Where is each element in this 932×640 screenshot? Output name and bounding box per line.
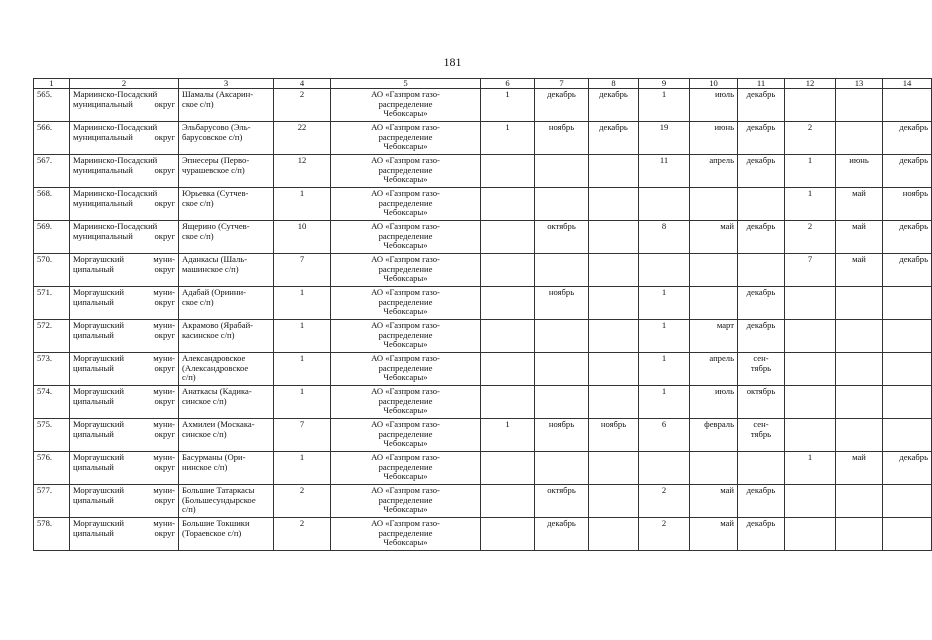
table-row (34, 188, 932, 221)
col11-cell: сен- тябрь (738, 419, 785, 452)
col14-cell: декабрь (883, 155, 932, 188)
col6-cell (481, 353, 535, 386)
col13-cell (836, 485, 883, 518)
col8-cell (589, 452, 639, 485)
count-cell: 22 (274, 122, 331, 155)
col10-cell: март (690, 320, 738, 353)
col8-cell (589, 320, 639, 353)
col10-cell: июль (690, 89, 738, 122)
col6-cell (481, 452, 535, 485)
count-cell: 12 (274, 155, 331, 188)
count-cell: 1 (274, 386, 331, 419)
col14-cell (883, 386, 932, 419)
header-cell-4: 4 (274, 79, 331, 89)
col9-cell: 2 (639, 518, 690, 551)
village-cell: Юрьевка (Сутчев- ское с/п) (179, 188, 274, 221)
col11-cell: декабрь (738, 122, 785, 155)
col12-cell: 2 (785, 122, 836, 155)
col13-cell: май (836, 221, 883, 254)
header-cell-9: 9 (639, 79, 690, 89)
col11-cell (738, 254, 785, 287)
col13-cell (836, 89, 883, 122)
org-cell: АО «Газпром газо- распределение Чебоксары» (331, 320, 481, 353)
col10-cell (690, 452, 738, 485)
col8-cell (589, 287, 639, 320)
header-cell-2: 2 (70, 79, 179, 89)
col7-cell: октябрь (535, 485, 589, 518)
col10-cell (690, 254, 738, 287)
col8-cell: декабрь (589, 89, 639, 122)
col7-cell (535, 386, 589, 419)
table-row (34, 221, 932, 254)
data-table (33, 78, 932, 551)
okrug-cell: Моргаушский муни- ципальный округ (70, 353, 179, 386)
col8-cell (589, 188, 639, 221)
col14-cell (883, 419, 932, 452)
row-number: 571. (34, 287, 70, 320)
col13-cell: июнь (836, 155, 883, 188)
col8-cell (589, 221, 639, 254)
col9-cell (639, 254, 690, 287)
okrug-cell: Моргаушский муни- ципальный округ (70, 287, 179, 320)
row-number: 578. (34, 518, 70, 551)
village-cell: Большие Татаркасы (Большесундырское с/п) (179, 485, 274, 518)
col13-cell (836, 386, 883, 419)
col14-cell (883, 89, 932, 122)
col8-cell (589, 254, 639, 287)
header-cell-6: 6 (481, 79, 535, 89)
col13-cell: май (836, 452, 883, 485)
row-number: 572. (34, 320, 70, 353)
col11-cell: декабрь (738, 485, 785, 518)
village-cell: Большие Токшики (Тораевское с/п) (179, 518, 274, 551)
village-cell: Шамалы (Аксарин- ское с/п) (179, 89, 274, 122)
page-number: 181 (443, 55, 462, 69)
col12-cell (785, 353, 836, 386)
org-cell: АО «Газпром газо- распределение Чебоксары» (331, 122, 481, 155)
header-cell-5: 5 (331, 79, 481, 89)
col8-cell: декабрь (589, 122, 639, 155)
col13-cell (836, 287, 883, 320)
okrug-cell: Моргаушский муни- ципальный округ (70, 452, 179, 485)
col12-cell: 2 (785, 221, 836, 254)
col9-cell: 1 (639, 287, 690, 320)
col12-cell: 1 (785, 452, 836, 485)
col6-cell (481, 320, 535, 353)
col10-cell: май (690, 221, 738, 254)
col14-cell (883, 353, 932, 386)
col6-cell: 1 (481, 122, 535, 155)
col9-cell: 1 (639, 89, 690, 122)
col11-cell: октябрь (738, 386, 785, 419)
count-cell: 7 (274, 419, 331, 452)
header-cell-3: 3 (179, 79, 274, 89)
col7-cell (535, 155, 589, 188)
org-cell: АО «Газпром газо- распределение Чебоксары» (331, 353, 481, 386)
col9-cell: 11 (639, 155, 690, 188)
col14-cell: декабрь (883, 221, 932, 254)
col8-cell: ноябрь (589, 419, 639, 452)
village-cell: Анаткасы (Кадика- синское с/п) (179, 386, 274, 419)
col8-cell (589, 155, 639, 188)
col11-cell: декабрь (738, 287, 785, 320)
col10-cell: июль (690, 386, 738, 419)
col13-cell (836, 122, 883, 155)
village-cell: Акрамово (Ярабай- касинское с/п) (179, 320, 274, 353)
col6-cell: 1 (481, 89, 535, 122)
row-number: 565. (34, 89, 70, 122)
col12-cell (785, 518, 836, 551)
col6-cell (481, 188, 535, 221)
village-cell: Эльбарусово (Эль- барусовское с/п) (179, 122, 274, 155)
table-row (34, 452, 932, 485)
row-number: 567. (34, 155, 70, 188)
col12-cell: 7 (785, 254, 836, 287)
row-number: 568. (34, 188, 70, 221)
table-row (34, 518, 932, 551)
row-number: 569. (34, 221, 70, 254)
okrug-cell: Мариинско-Посадский муниципальный округ (70, 155, 179, 188)
okrug-cell: Моргаушский муни- ципальный округ (70, 518, 179, 551)
row-number: 566. (34, 122, 70, 155)
village-cell: Адабай (Оринни- ское с/п) (179, 287, 274, 320)
col9-cell: 6 (639, 419, 690, 452)
org-cell: АО «Газпром газо- распределение Чебоксары» (331, 485, 481, 518)
org-cell: АО «Газпром газо- распределение Чебоксары» (331, 452, 481, 485)
org-cell: АО «Газпром газо- распределение Чебоксары» (331, 254, 481, 287)
okrug-cell: Моргаушский муни- ципальный округ (70, 386, 179, 419)
count-cell: 7 (274, 254, 331, 287)
col14-cell (883, 287, 932, 320)
col7-cell: декабрь (535, 518, 589, 551)
count-cell: 1 (274, 452, 331, 485)
col6-cell (481, 155, 535, 188)
village-cell: Басурманы (Ори- нинское с/п) (179, 452, 274, 485)
col12-cell (785, 485, 836, 518)
col13-cell: май (836, 188, 883, 221)
village-cell: Ящерино (Сутчев- ское с/п) (179, 221, 274, 254)
col6-cell (481, 254, 535, 287)
table-row (34, 485, 932, 518)
row-number: 573. (34, 353, 70, 386)
col12-cell (785, 419, 836, 452)
col11-cell: декабрь (738, 221, 785, 254)
count-cell: 1 (274, 353, 331, 386)
table-row (34, 386, 932, 419)
col7-cell (535, 320, 589, 353)
col13-cell (836, 320, 883, 353)
col11-cell: декабрь (738, 89, 785, 122)
village-cell: Ахмилеи (Москака- синское с/п) (179, 419, 274, 452)
col9-cell: 8 (639, 221, 690, 254)
col9-cell (639, 188, 690, 221)
col10-cell (690, 188, 738, 221)
header-cell-7: 7 (535, 79, 589, 89)
table-row (34, 320, 932, 353)
okrug-cell: Моргаушский муни- ципальный округ (70, 320, 179, 353)
col6-cell: 1 (481, 419, 535, 452)
col12-cell (785, 287, 836, 320)
table-row (34, 419, 932, 452)
table-row (34, 89, 932, 122)
col11-cell (738, 452, 785, 485)
col7-cell: ноябрь (535, 419, 589, 452)
col14-cell: декабрь (883, 254, 932, 287)
village-cell: Эпнесеры (Перво- чурашевское с/п) (179, 155, 274, 188)
okrug-cell: Мариинско-Посадский муниципальный округ (70, 122, 179, 155)
col9-cell: 1 (639, 386, 690, 419)
col14-cell (883, 485, 932, 518)
okrug-cell: Мариинско-Посадский муниципальный округ (70, 221, 179, 254)
col9-cell: 19 (639, 122, 690, 155)
col9-cell (639, 452, 690, 485)
col13-cell (836, 419, 883, 452)
org-cell: АО «Газпром газо- распределение Чебоксары» (331, 188, 481, 221)
count-cell: 1 (274, 320, 331, 353)
col11-cell (738, 188, 785, 221)
col10-cell: апрель (690, 155, 738, 188)
col8-cell (589, 353, 639, 386)
count-cell: 2 (274, 518, 331, 551)
col6-cell (481, 221, 535, 254)
count-cell: 1 (274, 287, 331, 320)
okrug-cell: Мариинско-Посадский муниципальный округ (70, 188, 179, 221)
col9-cell: 1 (639, 320, 690, 353)
col7-cell (535, 452, 589, 485)
col12-cell (785, 386, 836, 419)
count-cell: 1 (274, 188, 331, 221)
col7-cell (535, 188, 589, 221)
col11-cell: сен- тябрь (738, 353, 785, 386)
okrug-cell: Мариинско-Посадский муниципальный округ (70, 89, 179, 122)
header-cell-8: 8 (589, 79, 639, 89)
org-cell: АО «Газпром газо- распределение Чебоксары» (331, 89, 481, 122)
village-cell: Александровское (Александровское с/п) (179, 353, 274, 386)
col10-cell: май (690, 518, 738, 551)
org-cell: АО «Газпром газо- распределение Чебоксары» (331, 287, 481, 320)
col6-cell (481, 287, 535, 320)
row-number: 577. (34, 485, 70, 518)
table-row (34, 254, 932, 287)
col14-cell: декабрь (883, 452, 932, 485)
col14-cell (883, 320, 932, 353)
col7-cell (535, 254, 589, 287)
count-cell: 2 (274, 485, 331, 518)
col12-cell (785, 89, 836, 122)
row-number: 575. (34, 419, 70, 452)
table-row (34, 122, 932, 155)
col12-cell: 1 (785, 188, 836, 221)
col13-cell: май (836, 254, 883, 287)
col11-cell: декабрь (738, 518, 785, 551)
org-cell: АО «Газпром газо- распределение Чебоксары» (331, 386, 481, 419)
col8-cell (589, 518, 639, 551)
org-cell: АО «Газпром газо- распределение Чебоксары» (331, 419, 481, 452)
col14-cell: декабрь (883, 122, 932, 155)
header-cell-12: 12 (785, 79, 836, 89)
col7-cell (535, 353, 589, 386)
col6-cell (481, 518, 535, 551)
table-row (34, 287, 932, 320)
okrug-cell: Моргаушский муни- ципальный округ (70, 485, 179, 518)
col14-cell: ноябрь (883, 188, 932, 221)
org-cell: АО «Газпром газо- распределение Чебоксары» (331, 518, 481, 551)
col14-cell (883, 518, 932, 551)
table-row (34, 155, 932, 188)
header-cell-1: 1 (34, 79, 70, 89)
okrug-cell: Моргаушский муни- ципальный округ (70, 419, 179, 452)
col13-cell (836, 518, 883, 551)
col10-cell (690, 287, 738, 320)
row-number: 576. (34, 452, 70, 485)
count-cell: 10 (274, 221, 331, 254)
header-cell-10: 10 (690, 79, 738, 89)
col10-cell: февраль (690, 419, 738, 452)
village-cell: Аданкасы (Шаль- машинское с/п) (179, 254, 274, 287)
col7-cell: декабрь (535, 89, 589, 122)
col7-cell: ноябрь (535, 122, 589, 155)
col6-cell (481, 485, 535, 518)
row-number: 574. (34, 386, 70, 419)
count-cell: 2 (274, 89, 331, 122)
col8-cell (589, 386, 639, 419)
col6-cell (481, 386, 535, 419)
col12-cell (785, 320, 836, 353)
table-row (34, 353, 932, 386)
col7-cell: октябрь (535, 221, 589, 254)
okrug-cell: Моргаушский муни- ципальный округ (70, 254, 179, 287)
col10-cell: май (690, 485, 738, 518)
col8-cell (589, 485, 639, 518)
header-row (34, 79, 932, 89)
col10-cell: апрель (690, 353, 738, 386)
col10-cell: июнь (690, 122, 738, 155)
col13-cell (836, 353, 883, 386)
col9-cell: 2 (639, 485, 690, 518)
org-cell: АО «Газпром газо- распределение Чебоксары» (331, 221, 481, 254)
org-cell: АО «Газпром газо- распределение Чебоксары» (331, 155, 481, 188)
row-number: 570. (34, 254, 70, 287)
header-cell-13: 13 (836, 79, 883, 89)
col12-cell: 1 (785, 155, 836, 188)
header-cell-11: 11 (738, 79, 785, 89)
col7-cell: ноябрь (535, 287, 589, 320)
col11-cell: декабрь (738, 320, 785, 353)
header-cell-14: 14 (883, 79, 932, 89)
col11-cell: декабрь (738, 155, 785, 188)
col9-cell: 1 (639, 353, 690, 386)
